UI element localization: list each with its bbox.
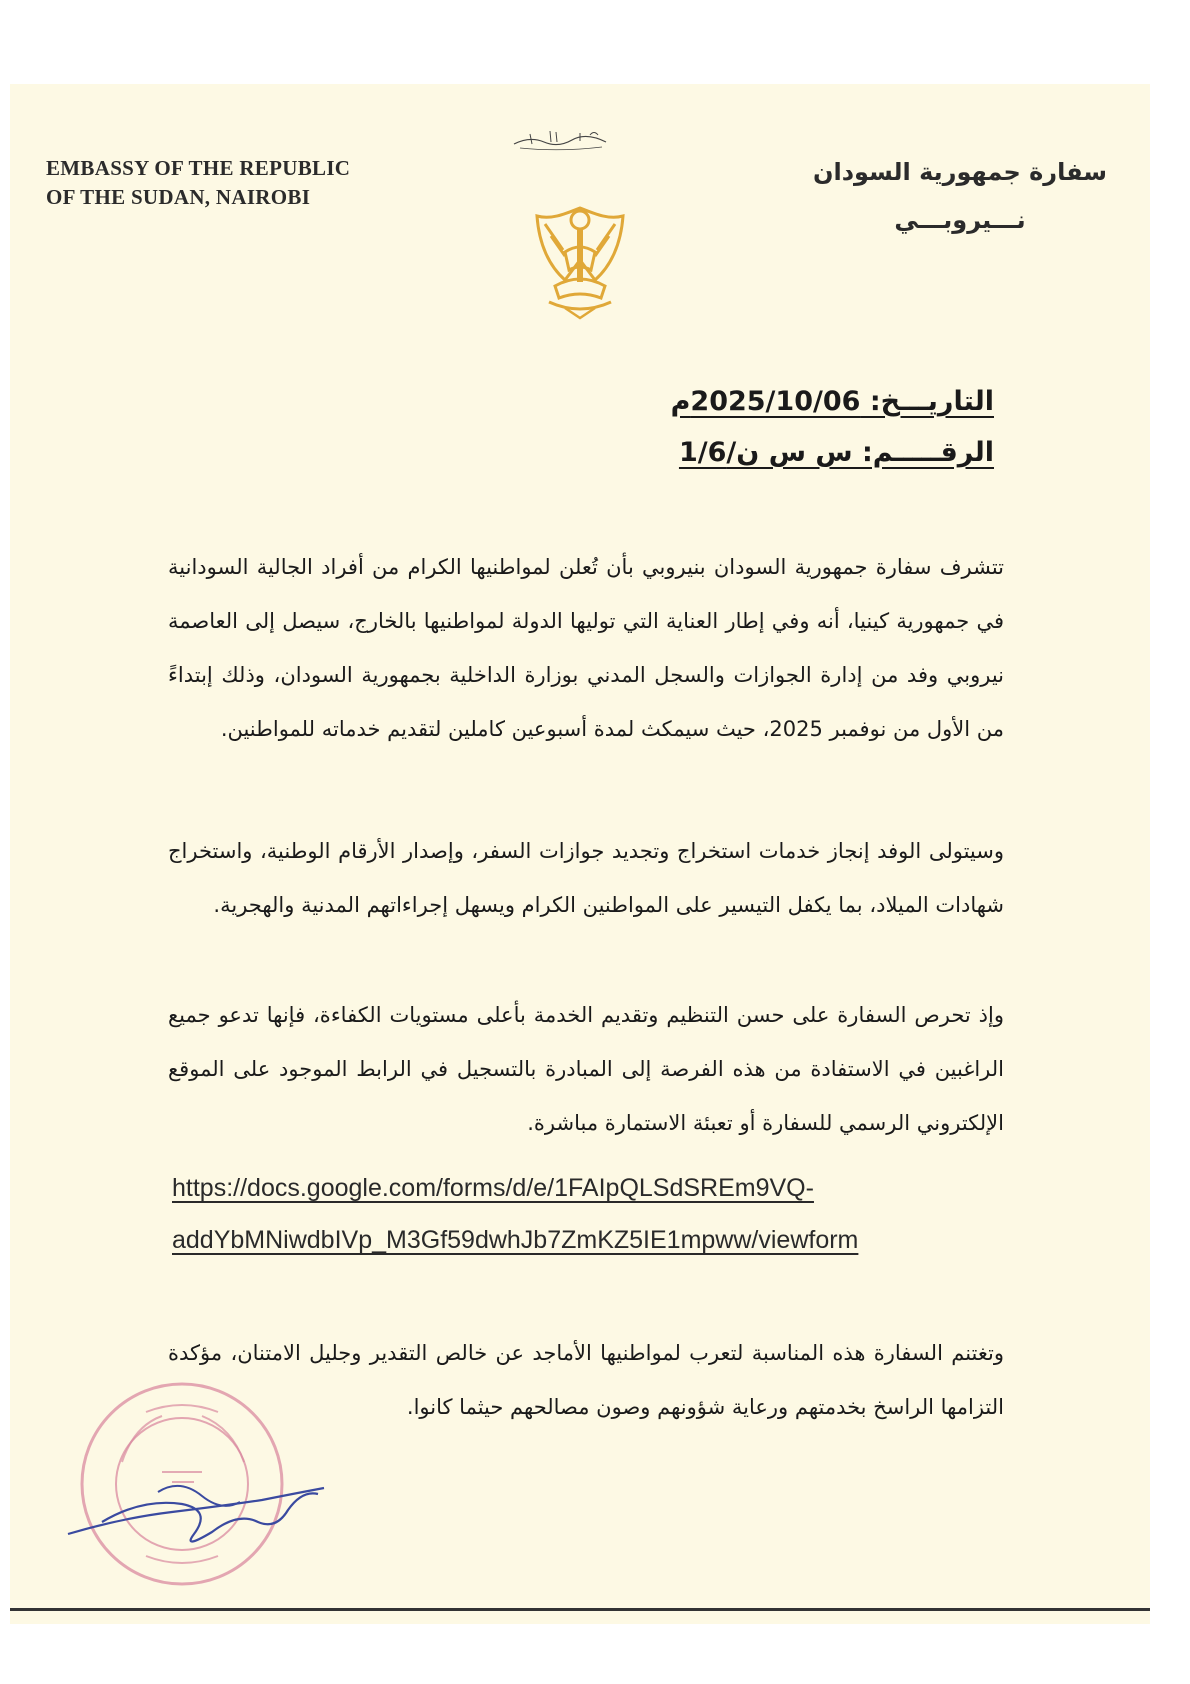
letter-reference: الرقـــــم: س س ن/1/6 <box>678 437 994 468</box>
paragraph-registration: وإذ تحرص السفارة على حسن التنظيم وتقديم الخدمة بأعلى مستويات الكفاءة، فإنها تدعو جميع الراغبين في الاستفادة من هذه الفرصة إلى المبادرة بالتسجيل في الرابط الموجود على الموقع الإلكتروني الرسمي للسفارة أو تعبئة الاستمارة مباشرة. <box>168 1003 1004 1135</box>
arabic-header-line1: سفارة جمهورية السودان <box>813 158 1107 186</box>
paragraph-services: وسيتولى الوفد إنجاز خدمات استخراج وتجديد جوازات السفر، وإصدار الأرقام الوطنية، واستخراج شهادات الميلاد، بما يكفل التيسير على المواطنين الكرام ويسهل إجراءاتهم المدنية والهجرية. <box>168 839 1004 917</box>
sudan-emblem-icon <box>525 190 635 322</box>
english-header-line2: OF THE SUDAN, NAIROBI <box>46 185 311 209</box>
letter-date: التاريـــخ: 2025/10/06م <box>670 386 994 417</box>
paragraph-closing: وتغتنم السفارة هذه المناسبة لتعرب لمواطنيها الأماجد عن خالص التقدير وجليل الامتنان، مؤكدة التزامها الراسخ بخدمتهم ورعاية شؤونهم وصون مصالحهم حيثما كانوا. <box>168 1341 1004 1419</box>
bottom-divider <box>10 1608 1150 1611</box>
paragraph-announcement: تتشرف سفارة جمهورية السودان بنيروبي بأن تُعلن لمواطنيها الكرام من أفراد الجالية السودانية في جمهورية كينيا، أنه وفي إطار العناية التي توليها الدولة لمواطنيها بالخارج، سيصل إلى العاصمة نيروبي وفد من إدارة الجوازات والسجل المدني بوزارة الداخلية بجمهورية السودان، وذلك إبتداءً من الأول من نوفمبر 2025، حيث سيمكث لمدة أسبوعين كاملين لتقديم خدماته للمواطنين. <box>168 555 1004 741</box>
letter-meta <box>671 386 994 488</box>
basmala-calligraphy-icon <box>510 126 610 152</box>
registration-form-link[interactable] <box>172 1162 858 1266</box>
link-line2[interactable]: addYbMNiwdbIVp_M3Gf59dwhJb7ZmKZ5IE1mpww/viewform <box>172 1226 859 1254</box>
english-header-line1: EMBASSY OF THE REPUBLIC <box>46 156 351 180</box>
link-line1[interactable]: https://docs.google.com/forms/d/e/1FAIpQLSdSREm9VQ- <box>172 1174 814 1202</box>
english-letterhead <box>46 154 350 212</box>
embassy-seal-stamp-icon <box>62 1372 332 1602</box>
arabic-header-line2: نـــيروبـــي <box>894 206 1026 234</box>
arabic-letterhead <box>810 158 1110 234</box>
